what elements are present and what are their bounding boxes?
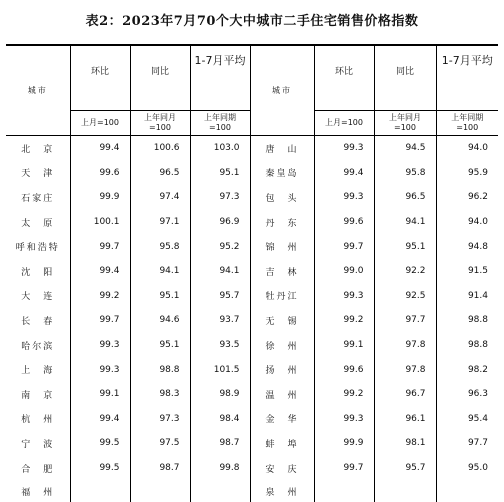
avg-cell: 98.8 [467, 315, 488, 326]
mom-cell: 99.9 [70, 185, 130, 210]
empty-cell [436, 480, 498, 502]
avg-cell: 97.7 [467, 438, 488, 449]
table-row [6, 431, 498, 456]
table-row [6, 210, 498, 235]
yoy-cell: 96.5 [130, 161, 190, 186]
yoy-cell: 98.3 [130, 382, 190, 407]
city-cell: 大 连 [6, 284, 70, 309]
yoy-cell: 92.5 [374, 284, 436, 309]
yoy-cell: 94.6 [130, 308, 190, 333]
city-cell: 扬 州 [250, 357, 314, 382]
city-cell: 呼和浩特 [6, 234, 70, 259]
header-avg-right: 1-7月平均 [436, 45, 498, 111]
avg-cell: 99.8 [190, 456, 250, 481]
mom-cell: 99.3 [314, 284, 374, 309]
header-avg-base-right: 上年同期=100 [451, 113, 484, 132]
header-mom-right: 环比 [314, 45, 374, 111]
city-cell: 锦 州 [250, 234, 314, 259]
empty-cell [70, 480, 130, 502]
city-cell: 天 津 [6, 161, 70, 186]
city-cell: 宁 波 [6, 431, 70, 456]
table-row [6, 357, 498, 382]
city-cell: 唐 山 [250, 136, 314, 161]
yoy-cell: 97.8 [374, 357, 436, 382]
header-avg-left: 1-7月平均 [190, 45, 250, 111]
city-cell: 吉 林 [250, 259, 314, 284]
avg-cell: 96.3 [467, 389, 488, 400]
mom-cell: 99.3 [314, 136, 374, 161]
yoy-cell: 96.7 [374, 382, 436, 407]
city-cell: 牡丹江 [250, 284, 314, 309]
header-yoy-right: 同比 [374, 45, 436, 111]
yoy-cell: 95.1 [130, 333, 190, 358]
avg-cell: 95.9 [467, 167, 488, 178]
yoy-cell: 98.7 [130, 456, 190, 481]
header-avg-base-left: 上年同期=100 [190, 111, 250, 136]
avg-cell: 93.7 [190, 308, 250, 333]
city-cell: 无 锡 [250, 308, 314, 333]
yoy-cell: 92.2 [374, 259, 436, 284]
mom-cell: 99.3 [70, 357, 130, 382]
yoy-cell: 94.1 [130, 259, 190, 284]
city-cell: 丹 东 [250, 210, 314, 235]
yoy-cell: 95.1 [130, 284, 190, 309]
yoy-cell: 97.8 [374, 333, 436, 358]
mom-cell: 99.2 [314, 308, 374, 333]
yoy-cell: 96.1 [374, 407, 436, 432]
avg-cell: 101.5 [190, 357, 250, 382]
mom-cell: 99.4 [70, 407, 130, 432]
mom-cell: 99.4 [70, 136, 130, 161]
avg-cell: 94.8 [467, 241, 488, 252]
table-row [6, 407, 498, 432]
yoy-cell: 97.5 [130, 431, 190, 456]
mom-cell: 99.4 [70, 259, 130, 284]
table-row [6, 136, 498, 161]
mom-cell: 99.1 [70, 382, 130, 407]
mom-cell: 99.4 [314, 161, 374, 186]
header-mom-base-right: 上月=100 [314, 111, 374, 136]
mom-cell: 99.3 [314, 407, 374, 432]
city-cell: 杭 州 [6, 407, 70, 432]
avg-cell: 95.0 [467, 463, 488, 474]
mom-cell: 99.2 [70, 284, 130, 309]
mom-cell: 99.1 [314, 333, 374, 358]
mom-cell: 99.9 [314, 431, 374, 456]
table-title: 表2：2023年7月70个大中城市二手住宅销售价格指数 [85, 14, 419, 29]
city-cell: 包 头 [250, 185, 314, 210]
header-city-right: 城市 [250, 45, 314, 136]
header-yoy-left: 同比 [130, 45, 190, 111]
city-cell: 南 京 [6, 382, 70, 407]
header-yoy-base-left: 上年同月=100 [130, 111, 190, 136]
table-row [6, 308, 498, 333]
avg-cell: 95.1 [190, 161, 250, 186]
avg-cell: 98.2 [467, 364, 488, 375]
mom-cell: 99.2 [314, 382, 374, 407]
header-mom-base-left: 上月=100 [70, 111, 130, 136]
price-index-table [6, 44, 498, 502]
yoy-cell: 96.5 [374, 185, 436, 210]
table-row [6, 185, 498, 210]
mom-cell: 99.6 [70, 161, 130, 186]
yoy-cell: 97.7 [374, 308, 436, 333]
table-row [6, 382, 498, 407]
avg-cell: 97.3 [190, 185, 250, 210]
yoy-cell: 95.8 [374, 161, 436, 186]
mom-cell: 99.3 [314, 185, 374, 210]
table-row [6, 234, 498, 259]
city-cell: 福 州 [6, 480, 70, 502]
table-row [6, 259, 498, 284]
mom-cell: 99.6 [314, 210, 374, 235]
city-cell: 温 州 [250, 382, 314, 407]
yoy-cell: 97.3 [130, 407, 190, 432]
yoy-cell: 97.4 [130, 185, 190, 210]
mom-cell: 99.7 [70, 234, 130, 259]
avg-cell: 91.5 [467, 266, 488, 277]
avg-cell: 93.5 [190, 333, 250, 358]
mom-cell: 99.0 [314, 259, 374, 284]
table-row [6, 480, 498, 502]
avg-cell: 94.0 [467, 217, 488, 228]
city-cell: 秦皇岛 [250, 161, 314, 186]
mom-cell: 99.3 [70, 333, 130, 358]
avg-cell: 95.4 [467, 413, 488, 424]
avg-cell: 94.0 [467, 143, 488, 154]
mom-cell: 99.7 [70, 308, 130, 333]
city-cell: 合 肥 [6, 456, 70, 481]
avg-cell: 98.9 [190, 382, 250, 407]
table-row [6, 333, 498, 358]
avg-cell: 98.7 [190, 431, 250, 456]
yoy-cell: 100.6 [130, 136, 190, 161]
yoy-cell: 94.5 [374, 136, 436, 161]
mom-cell: 100.1 [70, 210, 130, 235]
yoy-cell: 98.1 [374, 431, 436, 456]
avg-cell: 95.7 [190, 284, 250, 309]
city-cell: 沈 阳 [6, 259, 70, 284]
empty-cell [130, 480, 190, 502]
city-cell: 徐 州 [250, 333, 314, 358]
yoy-cell: 95.7 [374, 456, 436, 481]
mom-cell: 99.5 [70, 431, 130, 456]
avg-cell: 94.1 [190, 259, 250, 284]
table-row [6, 456, 498, 481]
empty-cell [314, 480, 374, 502]
header-yoy-base-right: 上年同月=100 [374, 111, 436, 136]
mom-cell: 99.7 [314, 234, 374, 259]
city-cell: 安 庆 [250, 456, 314, 481]
mom-cell: 99.5 [70, 456, 130, 481]
avg-cell: 91.4 [467, 290, 488, 301]
city-cell: 石家庄 [6, 185, 70, 210]
avg-cell: 98.8 [467, 340, 488, 351]
city-cell: 长 春 [6, 308, 70, 333]
yoy-cell: 95.8 [130, 234, 190, 259]
city-cell: 泉 州 [250, 480, 314, 502]
mom-cell: 99.7 [314, 456, 374, 481]
avg-cell: 96.2 [467, 192, 488, 203]
avg-cell: 103.0 [190, 136, 250, 161]
city-cell: 太 原 [6, 210, 70, 235]
yoy-cell: 98.8 [130, 357, 190, 382]
table-row [6, 161, 498, 186]
city-cell: 金 华 [250, 407, 314, 432]
mom-cell: 99.6 [314, 357, 374, 382]
city-cell: 上 海 [6, 357, 70, 382]
city-cell: 哈尔滨 [6, 333, 70, 358]
table-row [6, 284, 498, 309]
avg-cell: 96.9 [190, 210, 250, 235]
yoy-cell: 97.1 [130, 210, 190, 235]
yoy-cell: 95.1 [374, 234, 436, 259]
empty-cell [374, 480, 436, 502]
header-mom-left: 环比 [70, 45, 130, 111]
avg-cell: 98.4 [190, 407, 250, 432]
empty-cell [190, 480, 250, 502]
avg-cell: 95.2 [190, 234, 250, 259]
city-cell: 北 京 [6, 136, 70, 161]
yoy-cell: 94.1 [374, 210, 436, 235]
header-city-left: 城市 [6, 45, 70, 136]
city-cell: 蚌 埠 [250, 431, 314, 456]
